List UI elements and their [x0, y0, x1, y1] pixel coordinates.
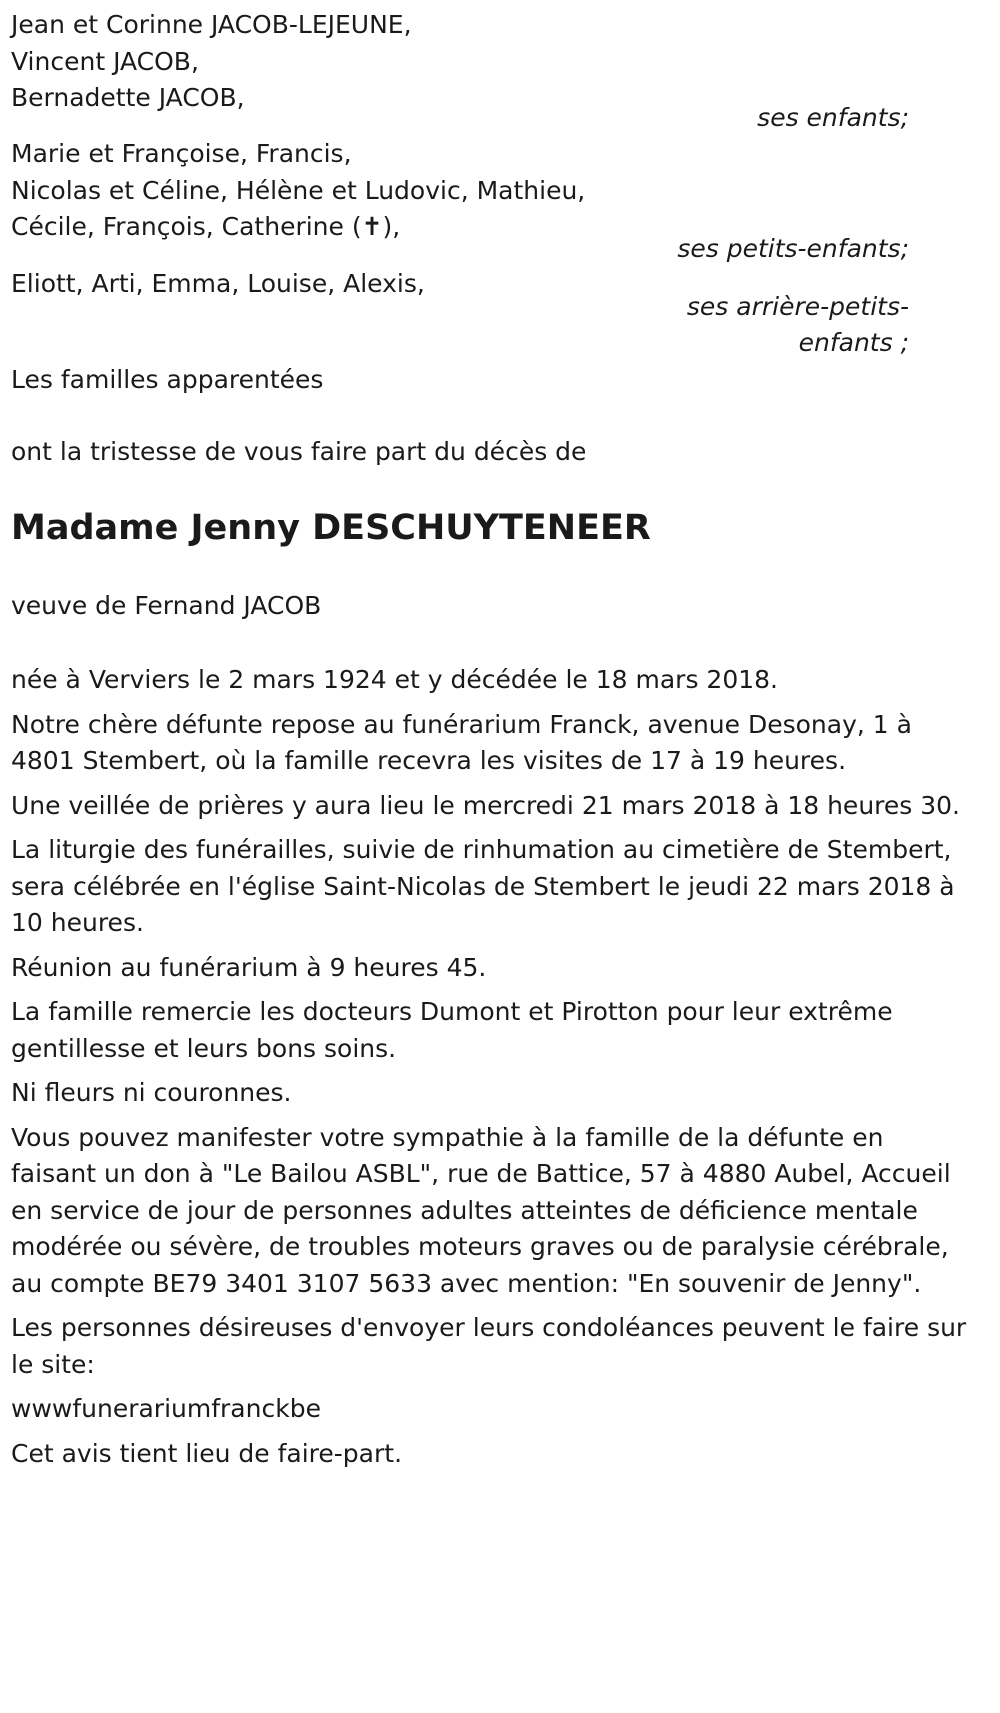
great-grandchildren-line: Eliott, Arti, Emma, Louise, Alexis,	[11, 269, 425, 298]
great-grandchildren-role-line: ses arrière-petits-	[686, 292, 909, 321]
notice-paragraph: née à Verviers le 2 mars 1924 et y décédée le 18 mars 2018.	[11, 665, 778, 694]
grandchildren-line: Marie et Françoise, Francis,	[11, 139, 352, 168]
notice-paragraph: Notre chère défunte repose au funérarium Franck, avenue Desonay, 1 à 4801 Stembert, où la famille recevra les visites de 17 à 19 heures.	[11, 709, 912, 775]
great-grandchildren-role-line: enfants ;	[798, 328, 909, 357]
notice-paragraph: Les personnes désireuses d'envoyer leurs condoléances peuvent le faire sur le site:	[11, 1313, 967, 1379]
notice-paragraph: Une veillée de prières y aura lieu le mercredi 21 mars 2018 à 18 heures 30.	[11, 790, 960, 820]
relatives-line: Les familles apparentées	[11, 365, 324, 394]
grandchildren-role: ses petits-enfants;	[677, 234, 909, 263]
notice-paragraph: Réunion au funérarium à 9 heures 45.	[11, 952, 487, 982]
grandchildren-line: Nicolas et Céline, Hélène et Ludovic, Mathieu,	[11, 175, 586, 205]
website-text: wwwfunerariumfranckbe	[11, 1394, 321, 1423]
children-line: Vincent JACOB,	[11, 46, 199, 76]
deceased-name: Madame Jenny DESCHUYTENEER	[11, 508, 651, 548]
grandchildren-line: Cécile, François, Catherine (✝),	[11, 212, 401, 241]
notice-paragraph: Ni fleurs ni couronnes.	[11, 1078, 292, 1107]
children-line: Bernadette JACOB,	[11, 83, 245, 112]
great-grandchildren-role	[512, 289, 912, 361]
grandchildren-group	[11, 136, 996, 246]
notice-paragraph: Vous pouvez manifester votre sympathie à la famille de la défunte en faisant un don à "Le Bailou ASBL", rue de Battice, 57 à 4880 Aubel, Accueil en service de jour de personnes adultes atteintes de déficience mentale modérée ou sévère, de troubles moteurs graves ou de paralysie cérébrale, au compte BE79 3401 3107 5633 avec mention: "En souvenir de Jenny".	[11, 1122, 951, 1298]
widow-of-line: veuve de Fernand JACOB	[11, 591, 322, 620]
notice-closing: Cet avis tient lieu de faire-part.	[11, 1438, 403, 1468]
notice-paragraph: La famille remercie les docteurs Dumont et Pirotton pour leur extrême gentillesse et leurs bons soins.	[11, 997, 893, 1063]
children-line: Jean et Corinne JACOB-LEJEUNE,	[11, 10, 412, 39]
notice-body	[11, 662, 971, 1472]
children-role: ses enfants;	[757, 103, 909, 132]
announcement-line: ont la tristesse de vous faire part du décès de	[11, 437, 587, 466]
notice-paragraph: La liturgie des funérailles, suivie de rinhumation au cimetière de Stembert, sera célébrée en l'église Saint-Nicolas de Stembert le jeudi 22 mars 2018 à 10 heures.	[11, 835, 955, 937]
